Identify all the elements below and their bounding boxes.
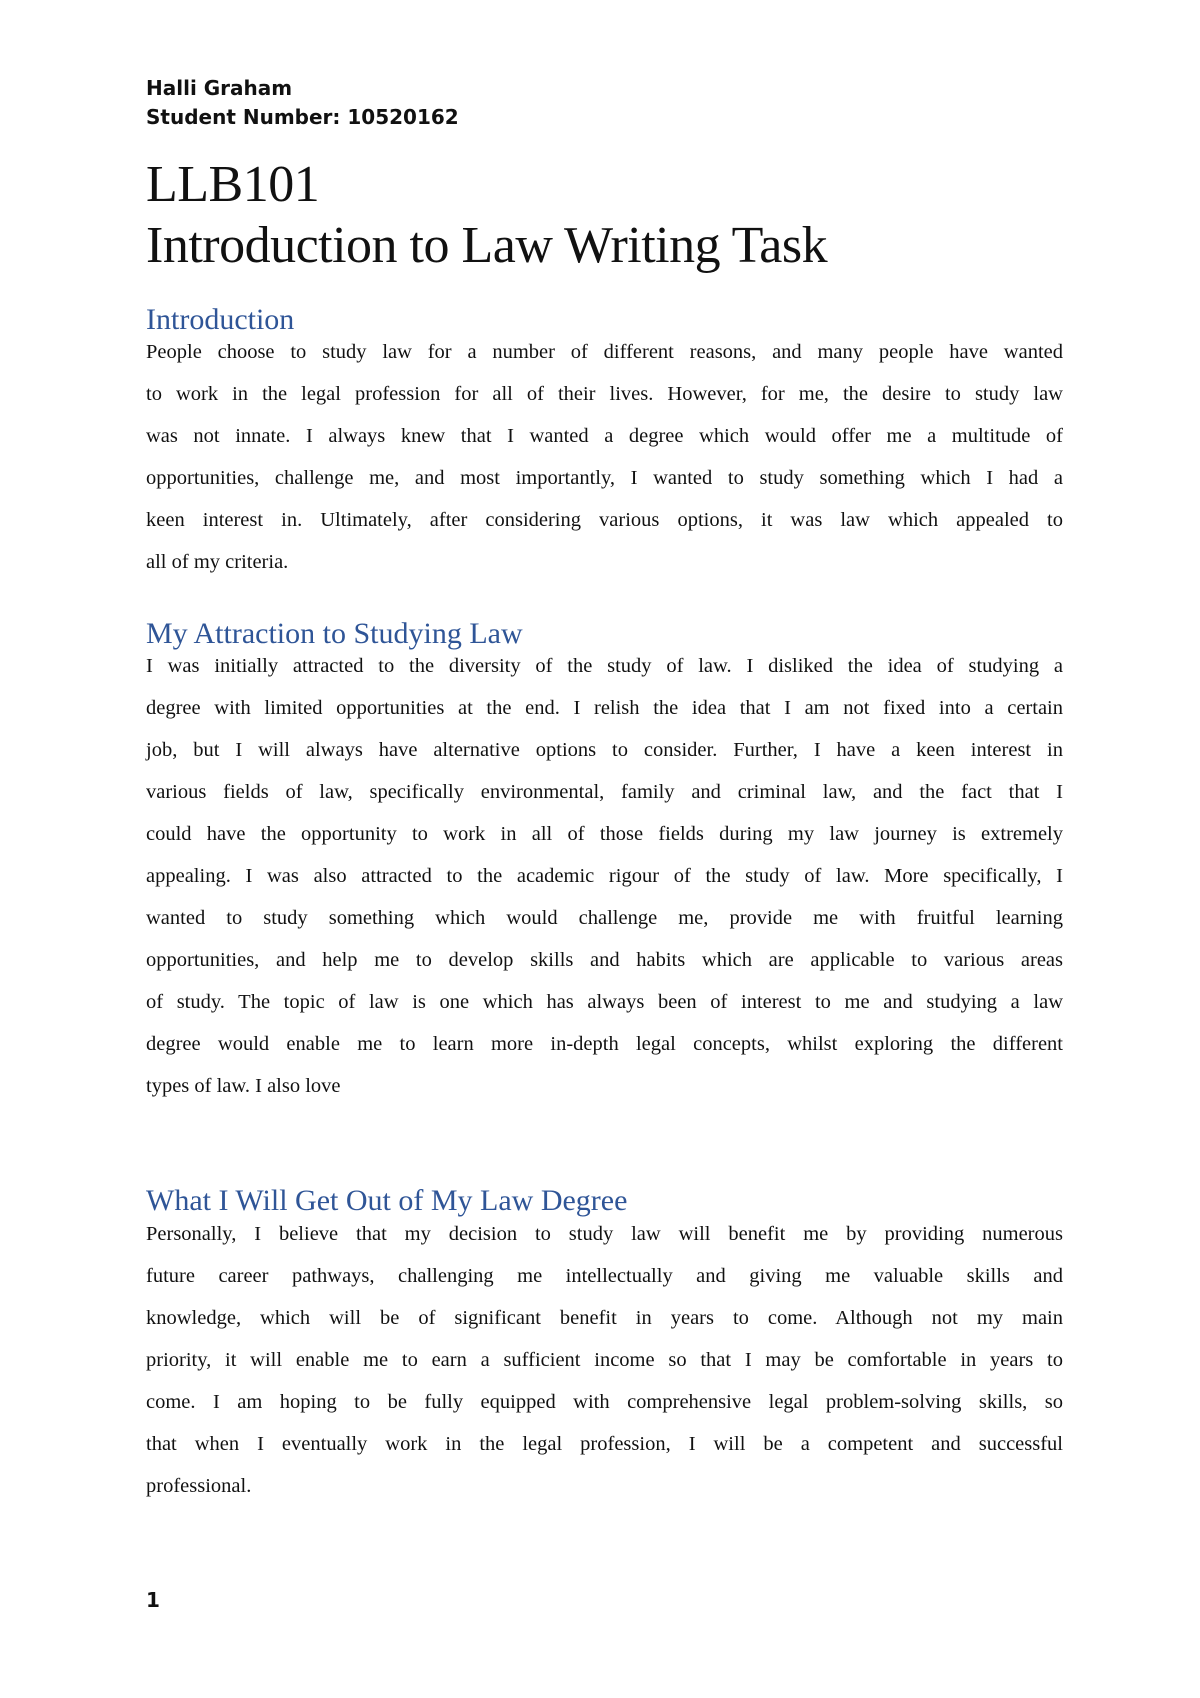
paragraph-line: could have the opportunity to work in all of those fields during my law journey is extremely — [146, 823, 1063, 845]
section-paragraph-introduction — [146, 331, 1063, 583]
document-title-line-2: Introduction to Law Writing Task — [146, 217, 828, 274]
paragraph-line: priority, it will enable me to earn a sufficient income so that I may be comfortable in years to — [146, 1349, 1063, 1371]
paragraph-line: future career pathways, challenging me intellectually and giving me valuable skills and — [146, 1265, 1063, 1287]
paragraph-line: of study. The topic of law is one which has always been of interest to me and studying a law — [146, 991, 1063, 1013]
section-paragraph-attraction — [146, 645, 1063, 1107]
document-title-line-1: LLB101 — [146, 156, 320, 213]
section-heading-introduction: Introduction — [146, 303, 295, 336]
paragraph-line: come. I am hoping to be fully equipped with comprehensive legal problem-solving skills, so — [146, 1391, 1063, 1413]
paragraph-line: was not innate. I always knew that I wanted a degree which would offer me a multitude of — [146, 425, 1063, 447]
paragraph-line: all of my criteria. — [146, 551, 289, 573]
paragraph-line: knowledge, which will be of significant benefit in years to come. Although not my main — [146, 1307, 1063, 1329]
author-name: Halli Graham — [146, 76, 293, 100]
paragraph-line: wanted to study something which would challenge me, provide me with fruitful learning — [146, 907, 1063, 929]
paragraph-line: appealing. I was also attracted to the academic rigour of the study of law. More specifically, I — [146, 865, 1063, 887]
paragraph-line: Personally, I believe that my decision to study law will benefit me by providing numerous — [146, 1223, 1063, 1245]
student-number: Student Number: 10520162 — [146, 105, 459, 129]
paragraph-line: People choose to study law for a number of different reasons, and many people have wanted — [146, 341, 1063, 363]
section-heading-outcomes: What I Will Get Out of My Law Degree — [146, 1184, 628, 1217]
paragraph-line: types of law. I also love — [146, 1075, 341, 1097]
paragraph-line: job, but I will always have alternative options to consider. Further, I have a keen interest in — [146, 739, 1063, 761]
paragraph-line: various fields of law, specifically environmental, family and criminal law, and the fact that I — [146, 781, 1063, 803]
section-paragraph-outcomes — [146, 1213, 1063, 1507]
paragraph-line: I was initially attracted to the diversity of the study of law. I disliked the idea of studying a — [146, 655, 1063, 677]
paragraph-line: professional. — [146, 1475, 252, 1497]
page-number: 1 — [146, 1588, 160, 1612]
paragraph-line: opportunities, and help me to develop skills and habits which are applicable to various areas — [146, 949, 1063, 971]
paragraph-line: degree would enable me to learn more in-depth legal concepts, whilst exploring the different — [146, 1033, 1063, 1055]
paragraph-line: to work in the legal profession for all of their lives. However, for me, the desire to study law — [146, 383, 1063, 405]
paragraph-line: keen interest in. Ultimately, after considering various options, it was law which appealed to — [146, 509, 1063, 531]
paragraph-line: opportunities, challenge me, and most importantly, I wanted to study something which I had a — [146, 467, 1063, 489]
paragraph-line: degree with limited opportunities at the end. I relish the idea that I am not fixed into a certain — [146, 697, 1063, 719]
section-heading-attraction: My Attraction to Studying Law — [146, 617, 523, 650]
paragraph-line: that when I eventually work in the legal profession, I will be a competent and successful — [146, 1433, 1063, 1455]
